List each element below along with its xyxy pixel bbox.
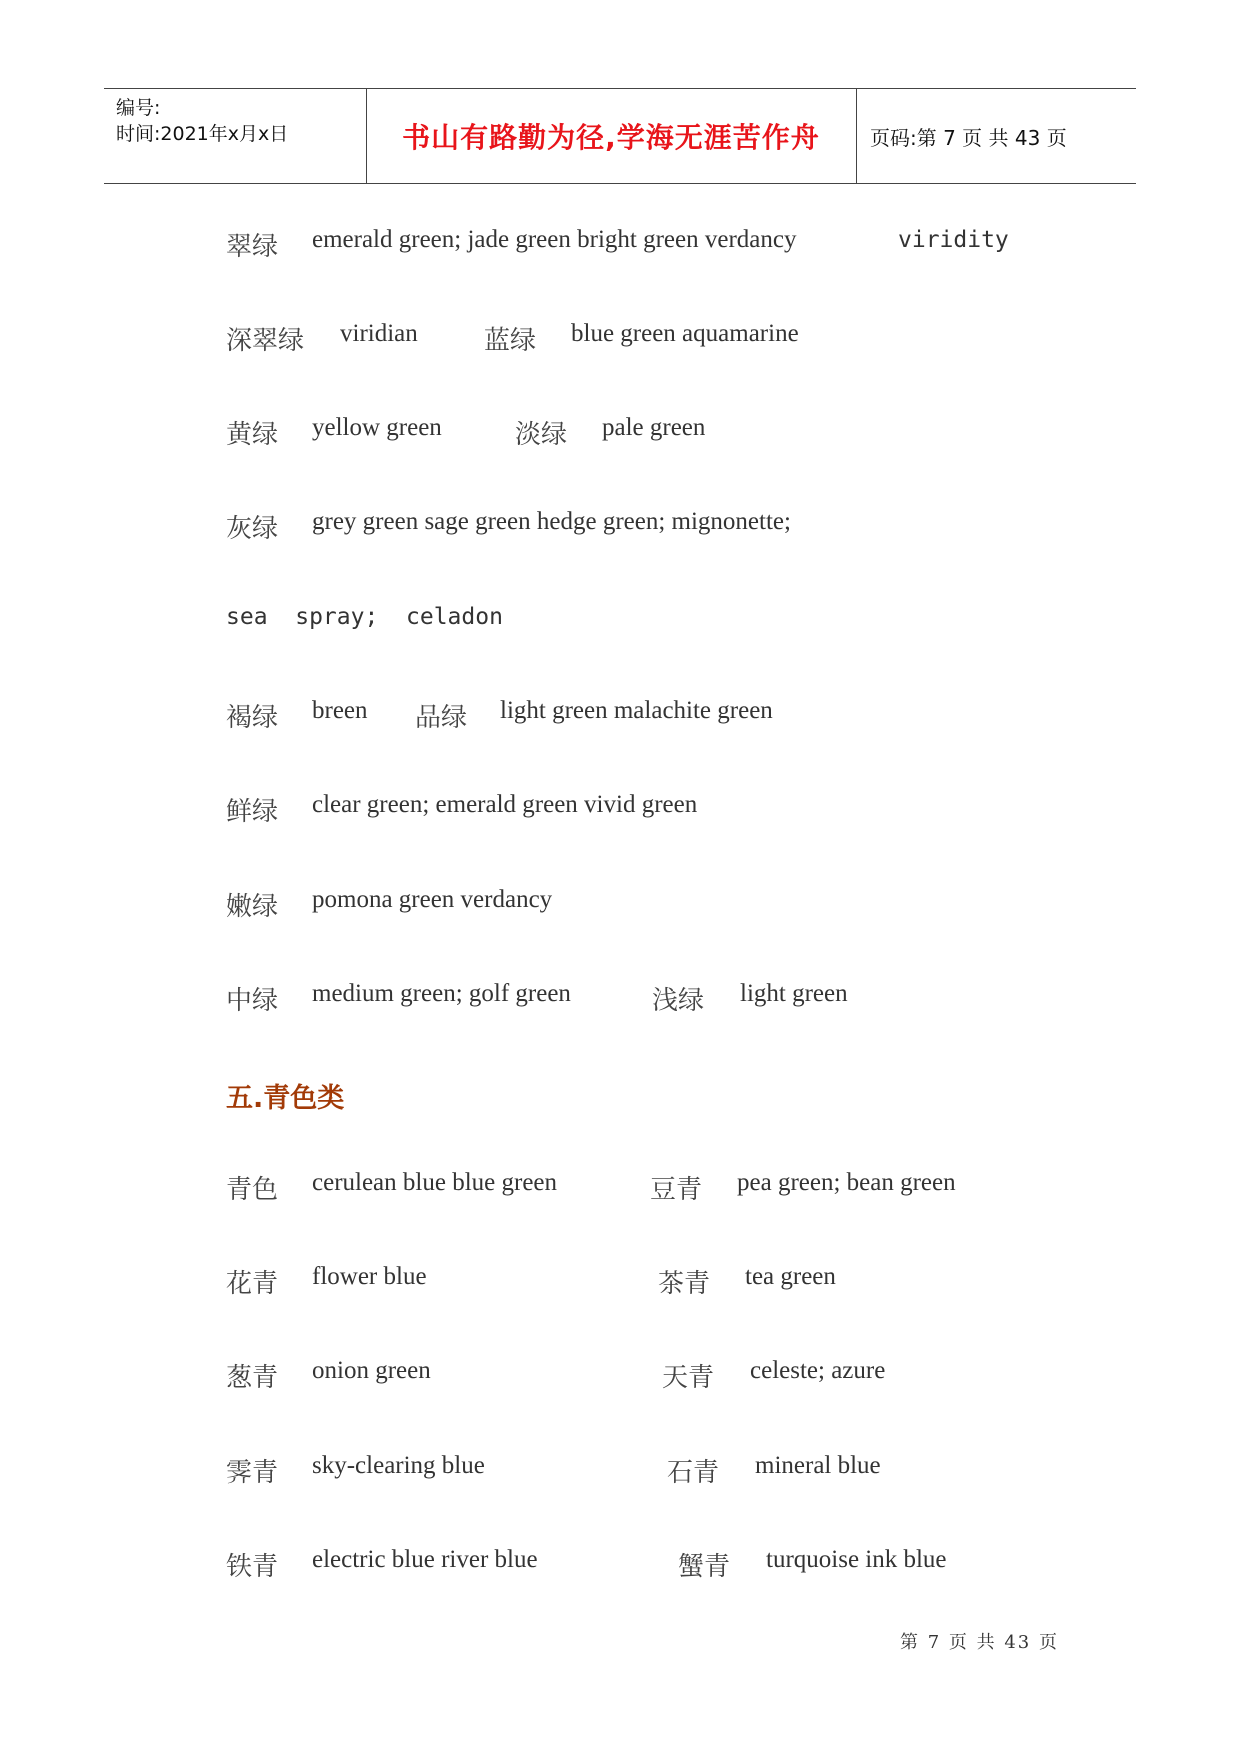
term-english: cerulean blue blue green	[312, 1169, 558, 1196]
term-chinese: 天青	[662, 1363, 715, 1393]
term-english: tea green	[745, 1263, 836, 1290]
header-motto: 书山有路勤为径,学海无涯苦作舟	[402, 121, 820, 154]
page-header	[104, 88, 1136, 184]
term-english: onion green	[312, 1357, 431, 1384]
term-english: breen	[312, 697, 368, 724]
term-chinese: 花青	[226, 1269, 279, 1299]
term-english: pea green; bean green	[737, 1169, 956, 1196]
term-chinese: 葱青	[226, 1363, 279, 1393]
time-label: 时间:2021年x月x日	[116, 123, 289, 145]
term-english: pomona green verdancy	[312, 886, 553, 913]
term-english: celeste; azure	[750, 1357, 886, 1384]
term-english: viridian	[340, 320, 418, 347]
term-chinese: 淡绿	[515, 420, 568, 450]
page-footer: 第 7 页 共 43 页	[900, 1632, 1059, 1653]
term-chinese: 霁青	[226, 1458, 279, 1488]
term-english: pale green	[602, 414, 706, 441]
section-title: 五.青色类	[226, 1083, 345, 1114]
serial-label: 编号:	[116, 97, 161, 119]
term-chinese: 茶青	[658, 1269, 711, 1299]
term-chinese: 蓝绿	[484, 326, 537, 356]
term-english: electric blue river blue	[312, 1546, 538, 1573]
term-chinese: 浅绿	[652, 986, 705, 1016]
term-chinese: 鲜绿	[226, 797, 279, 827]
header-divider	[856, 89, 857, 183]
term-english: sky-clearing blue	[312, 1452, 485, 1479]
term-english: light green	[740, 980, 848, 1007]
term-english: turquoise ink blue	[766, 1546, 947, 1573]
term-chinese: 铁青	[226, 1552, 279, 1582]
term-english-alt: viridity	[898, 227, 1009, 253]
term-english: grey green sage green hedge green; mignonette;	[312, 508, 791, 535]
term-chinese: 豆青	[650, 1175, 703, 1205]
term-chinese: 品绿	[415, 703, 468, 733]
term-english: emerald green; jade green bright green verdancy	[312, 226, 797, 253]
term-english: medium green; golf green	[312, 980, 571, 1007]
term-chinese: 褐绿	[226, 703, 279, 733]
term-chinese: 翠绿	[226, 232, 279, 262]
term-chinese: 灰绿	[226, 514, 279, 544]
term-chinese: 黄绿	[226, 420, 279, 450]
term-chinese: 中绿	[226, 986, 279, 1016]
header-page-info: 页码:第 7 页 共 43 页	[870, 125, 1067, 150]
term-english: flower blue	[312, 1263, 427, 1290]
term-english: blue green aquamarine	[571, 320, 799, 347]
term-english: yellow green	[312, 414, 442, 441]
term-english: light green malachite green	[500, 697, 773, 724]
term-english: sea spray; celadon	[226, 604, 503, 630]
term-chinese: 石青	[667, 1458, 720, 1488]
term-chinese: 嫩绿	[226, 892, 279, 922]
term-chinese: 深翠绿	[226, 326, 305, 356]
term-chinese: 蟹青	[678, 1552, 731, 1582]
term-english: clear green; emerald green vivid green	[312, 791, 698, 818]
term-english: mineral blue	[755, 1452, 881, 1479]
term-chinese: 青色	[226, 1175, 279, 1205]
